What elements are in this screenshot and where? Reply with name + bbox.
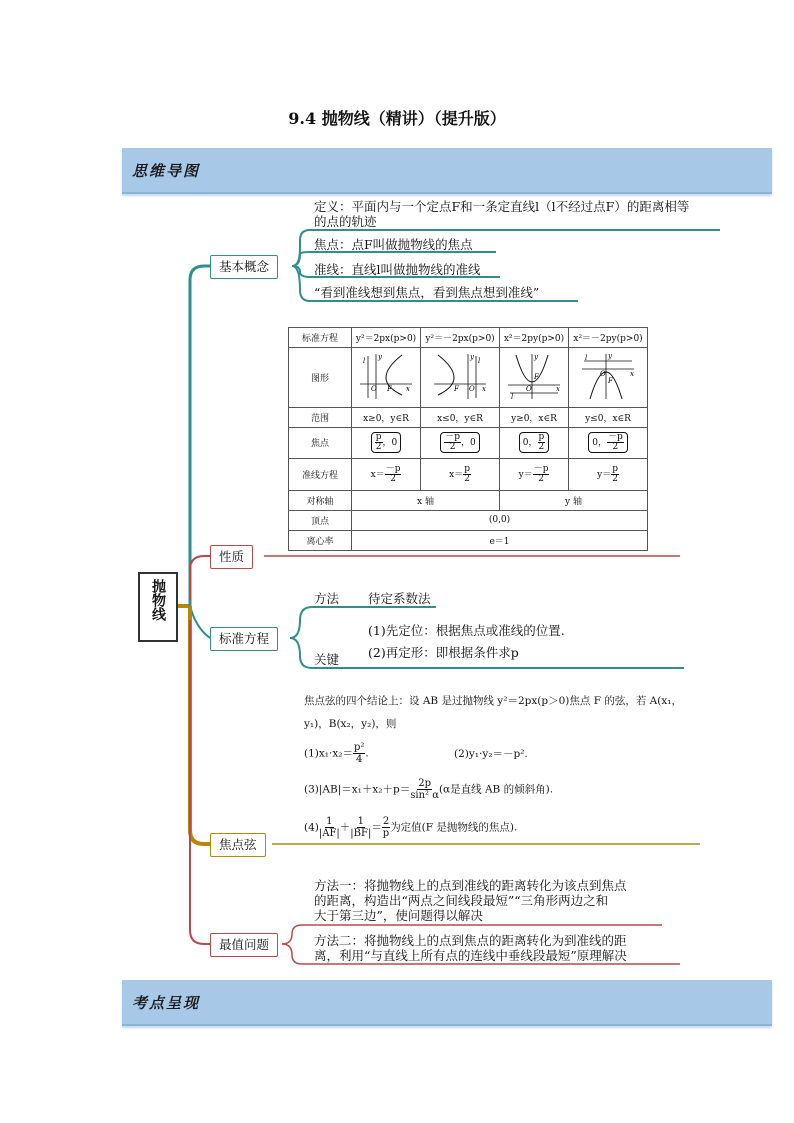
extreme-method1-line2: 的距离，构造出“两点之间线段最短”“三角形两边之和	[314, 893, 609, 908]
graph-up-opening	[504, 351, 564, 401]
directrix-cell: y＝ $\frac{-p}{2}$	[499, 458, 568, 490]
directrix-cell: y＝ $\frac{p}{2}$	[569, 458, 648, 490]
chord-intro-line2: y₁)，B(x₂，y₂)，则	[304, 718, 397, 730]
equation-cell: y²＝－2px(p>0)	[421, 328, 500, 348]
concept-directrix: 准线：直线l叫做抛物线的准线	[314, 262, 481, 277]
chord-conclusion-2: (2)y₁·y₂＝－p².	[454, 748, 528, 760]
root-label: 抛物线	[150, 579, 166, 621]
chord-conclusion-4: (4) $\frac{1}{|AF|}$ ＋ $\frac{1}{|BF|}$ ＝ $\frac{2}{p}$ 为定值(F 是抛物线的焦点).	[304, 816, 518, 839]
graph-cell	[569, 348, 648, 408]
chord-intro-line1: 焦点弦的四个结论上：设 AB 是过抛物线 y²＝2px(p＞0)焦点 F 的弦，若 A(x₁，	[304, 695, 682, 707]
concept-tip: “看到准线想到焦点，看到焦点想到准线”	[314, 285, 540, 300]
origin: O	[371, 385, 377, 394]
equation-cell: y²＝2px(p>0)	[352, 328, 421, 348]
row-header: 离心率	[289, 530, 352, 550]
property-table	[288, 327, 648, 551]
graph-cell	[499, 348, 568, 408]
chord-conclusion-1: (1)x₁·x₂＝ $\frac{\text{p²}}{4}$ .	[304, 742, 369, 765]
directrix: l	[585, 354, 588, 363]
graph-left-opening	[430, 351, 490, 401]
axis-x: x	[406, 385, 410, 394]
row-header: 准线方程	[289, 458, 352, 490]
directrix: l	[478, 357, 481, 366]
branch-property[interactable]: 性质	[210, 545, 253, 569]
graph-cell	[352, 348, 421, 408]
range-cell: y≤0，x∈R	[569, 408, 648, 428]
focus: F	[534, 373, 539, 382]
focus: F	[608, 377, 613, 386]
directrix-cell: x＝ $\frac{-p}{2}$	[352, 458, 421, 490]
standard-method-label: 方法	[314, 591, 340, 606]
axis-x: x	[556, 385, 560, 394]
concept-definition-line2: 的点的轨迹	[314, 214, 377, 229]
directrix: l	[511, 393, 514, 402]
row-header: 顶点	[289, 510, 352, 530]
range-cell: y≥0，x∈R	[499, 408, 568, 428]
axis-y: y	[534, 353, 538, 362]
axis-y: y	[608, 352, 612, 361]
row-header: 范围	[289, 408, 352, 428]
branch-standard[interactable]: 标准方程	[210, 627, 278, 651]
root-node	[138, 572, 178, 642]
branch-extreme[interactable]: 最值问题	[210, 933, 278, 957]
mindmap-banner-label: 思维导图	[132, 162, 201, 180]
axis-x: x	[482, 385, 486, 394]
origin: O	[526, 385, 532, 394]
eccentricity-cell: e＝1	[352, 530, 648, 550]
concept-focus: 焦点：点F叫做抛物线的焦点	[314, 237, 473, 252]
origin: O	[600, 370, 606, 379]
extreme-method1-line3: 大于第三边”，使问题得以解决	[314, 908, 483, 923]
row-header: 标准方程	[289, 328, 352, 348]
page-title: 9.4 抛物线（精讲）（提升版）	[288, 109, 506, 128]
extreme-method2-line1: 方法二：将抛物线上的点到焦点的距离转化为到准线的距	[314, 933, 627, 948]
branch-chord[interactable]: 焦点弦	[210, 833, 266, 857]
origin: O	[469, 385, 475, 394]
focus-cell: 0， $\frac{p}{2}$	[499, 428, 568, 458]
concept-definition-line1: 定义：平面内与一个定点F和一条定直线l（l不经过点F）的距离相等	[314, 199, 690, 214]
axis-cell: y 轴	[499, 490, 647, 510]
directrix-cell: x＝ $\frac{p}{2}$	[421, 458, 500, 490]
axis-y: y	[378, 353, 382, 362]
focus-cell: $\frac{-p}{2}$ ，0	[421, 428, 500, 458]
extreme-method1-line1: 方法一：将抛物线上的点到准线的距离转化为该点到焦点	[314, 878, 627, 893]
row-header: 焦点	[289, 428, 352, 458]
row-header: 图形	[289, 348, 352, 408]
focus-cell: $\frac{p}{2}$ ，0	[352, 428, 421, 458]
graph-cell	[421, 348, 500, 408]
chord-conclusion-3: (3)|AB|＝x₁＋x₂＋p＝ $\frac{2p}{\text{sin² α}}$ (α是直线 AB 的倾斜角).	[304, 778, 554, 801]
axis-y: y	[470, 353, 474, 362]
focus: F	[387, 385, 392, 394]
equation-cell: x²＝－2py(p>0)	[569, 328, 648, 348]
axis-x: x	[630, 370, 634, 379]
axis-cell: x 轴	[352, 490, 500, 510]
focus: F	[454, 385, 459, 394]
row-header: 对称轴	[289, 490, 352, 510]
vertex-cell: (0,0)	[352, 510, 648, 530]
exam-banner-label: 考点呈现	[132, 994, 201, 1012]
range-cell: x≥0，y∈R	[352, 408, 421, 428]
standard-key1: (1)先定位：根据焦点或准线的位置.	[368, 623, 565, 638]
branch-concept[interactable]: 基本概念	[210, 255, 278, 279]
standard-key2: (2)再定形：即根据条件求p	[368, 645, 519, 660]
extreme-method2-line2: 离，利用“与直线上所有点的连线中垂线段最短”原理解决	[314, 948, 627, 963]
standard-key-label: 关键	[314, 652, 340, 667]
graph-right-opening	[356, 351, 416, 401]
directrix: l	[363, 357, 366, 366]
standard-method: 待定系数法	[368, 591, 431, 606]
graph-down-opening	[578, 351, 638, 401]
focus-cell: 0， $\frac{-p}{2}$	[569, 428, 648, 458]
equation-cell: x²＝2py(p>0)	[499, 328, 568, 348]
range-cell: x≤0，y∈R	[421, 408, 500, 428]
